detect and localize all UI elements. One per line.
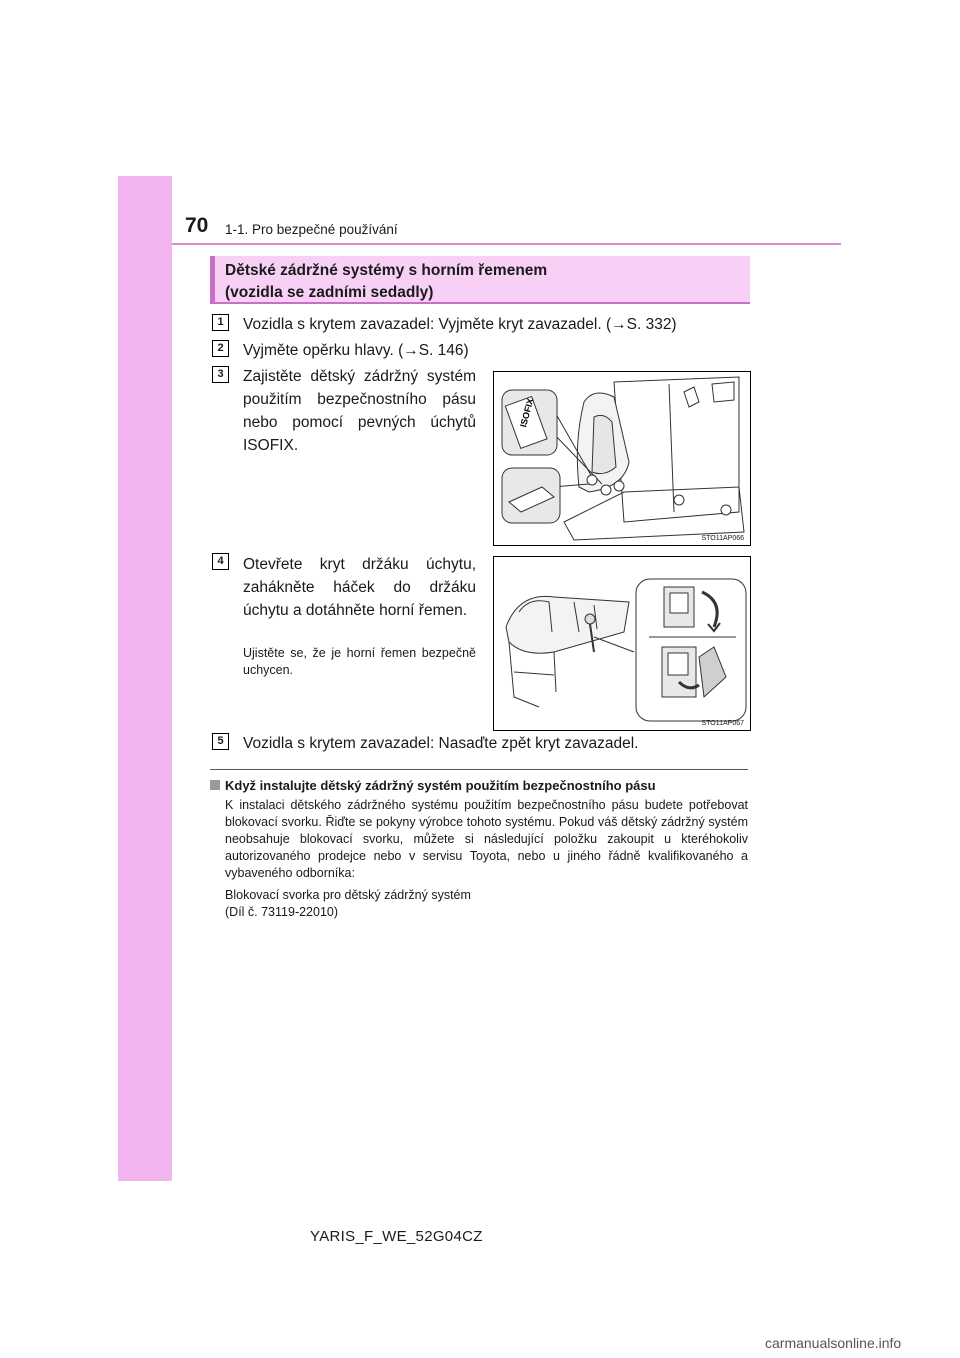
watermark: carmanualsonline.info [765,1335,902,1351]
figure-isofix-seat [493,371,751,546]
step-3-text: Zajistěte dětský zádržný systém použitím bezpečnostního pásu nebo pomocí pevných úchytů ISOFIX. [243,368,476,454]
step-4-number: 4 [212,553,229,570]
figure-tether-anchor [493,556,751,731]
tether-anchor-illustration [494,557,750,730]
square-bullet-icon [210,780,220,790]
chapter-sidebar [118,176,172,1181]
info-heading-text: Když instalujte dětský zádržný systém použitím bezpečnostního pásu [225,778,656,793]
step-5-number: 5 [212,733,229,750]
topic-line-2: (vozidla se zadními sedadly) [225,284,434,301]
step-1-number: 1 [212,314,229,331]
document-code: YARIS_F_WE_52G04CZ [310,1228,483,1245]
isofix-label: ISOFIX [518,397,536,429]
figure-code: STO11AP067 [701,720,744,727]
info-part-line-2: (Díl č. 73119-22010) [225,905,339,919]
header-rule [172,243,841,245]
topic-line-1: Dětské zádržné systémy s horním řemenem [225,262,548,279]
topic-heading [210,256,750,304]
step-3-number: 3 [212,366,229,383]
section-divider [210,769,748,770]
step-4-note: Ujistěte se, že je horní řemen bezpečně uchycen. [243,646,476,677]
step-1-text: Vozidla s krytem zavazadel: Vyjměte kryt zavazadel. (→S. 332) [243,316,677,333]
step-2-number: 2 [212,340,229,357]
info-body: K instalaci dětského zádržného systému použitím bezpečnostního pásu budete potřebovat blokovací svorku. Řiďte se pokyny výrobce tohoto systému. Pokud váš dětský zádržný systém neobsahuje blokovací svorku, můžete si následující položku zakoupit u kteréhokoliv autorizovaného prodejce nebo v servisu Toyota, nebo u jiného řádně kvalifikovaného a vybaveného odborníka: [225,798,748,880]
figure-code: STO11AP066 [701,535,744,542]
step-2-text: Vyjměte opěrku hlavy. (→S. 146) [243,342,469,359]
info-part-line-1: Blokovací svorka pro dětský zádržný systém [225,888,471,902]
step-5-text: Vozidla s krytem zavazadel: Nasaďte zpět kryt zavazadel. [243,735,639,752]
info-heading [210,778,656,793]
isofix-seat-illustration [494,372,750,545]
page-number: 70 [185,214,209,237]
step-4-text: Otevřete kryt držáku úchytu, zahákněte háček do držáku úchytu a dotáhněte horní řemen. [243,556,476,619]
section-title: 1-1. Pro bezpečné používání [225,222,398,237]
